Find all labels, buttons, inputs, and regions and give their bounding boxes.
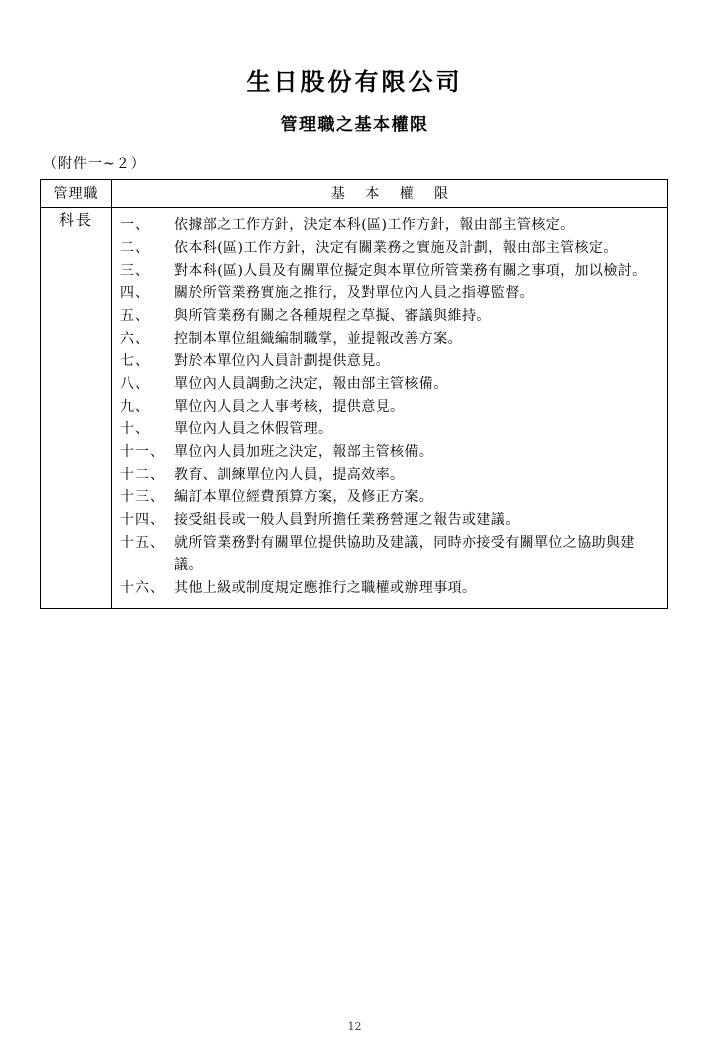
permission-item	[120, 532, 659, 577]
permission-item-number: 二、	[120, 239, 150, 256]
permission-item-number: 七、	[120, 353, 150, 370]
attachment-note: （附件一~２）	[43, 156, 146, 173]
column-header-permissions: 基 本 權 限	[112, 180, 668, 208]
permission-item	[120, 464, 659, 487]
table-row	[41, 208, 668, 608]
permission-item	[120, 237, 659, 260]
permission-item-text: 對本科(區)人員及有關單位擬定與本單位所管業務有關之事項，加以檢討。	[174, 262, 647, 279]
permission-item-number: 八、	[120, 375, 150, 392]
permission-item-text: 接受組長或一般人員對所擔任業務營運之報告或建議。	[174, 511, 520, 528]
permission-item-number: 十、	[120, 421, 150, 438]
permission-item	[120, 328, 659, 351]
permission-item	[120, 282, 659, 305]
permission-item-number: 一、	[120, 217, 150, 234]
permission-item-text: 與所管業務有關之各種規程之草擬、審議與維持。	[174, 307, 491, 324]
permission-item-text: 關於所管業務實施之推行，及對單位內人員之指導監督。	[174, 285, 534, 302]
company-title: 生日股份有限公司	[246, 67, 463, 96]
permission-item	[120, 418, 659, 441]
permission-item-text: 依本科(區)工作方針，決定有關業務之實施及計劃，報由部主管核定。	[174, 239, 618, 256]
column-header-role: 管理職	[41, 180, 112, 208]
permission-item	[120, 305, 659, 328]
permission-item-text: 教育、訓練單位內人員，提高效率。	[174, 466, 405, 483]
permission-item-text: 單位內人員之人事考核，提供意見。	[174, 398, 405, 415]
permission-item-number: 十五、	[120, 534, 165, 551]
permission-item	[120, 509, 659, 532]
permission-item-text: 單位內人員加班之決定，報部主管核備。	[174, 443, 434, 460]
permission-item-text: 對於本單位內人員計劃提供意見。	[174, 353, 390, 370]
document-subtitle: 管理職之基本權限	[280, 114, 429, 135]
permission-item	[120, 577, 659, 600]
permission-item-text: 就所管業務對有關單位提供協助及建議，同時亦接受有關單位之協助與建議。	[174, 534, 635, 574]
permission-item	[120, 214, 659, 237]
permission-item-text: 其他上級或制度規定應推行之職權或辦理事項。	[174, 579, 477, 596]
permission-item-text: 編訂本單位經費預算方案，及修正方案。	[174, 489, 434, 506]
permission-item-number: 五、	[120, 307, 150, 324]
permission-item-number: 十二、	[120, 466, 165, 483]
permission-item-number: 十六、	[120, 579, 165, 596]
permission-item	[120, 373, 659, 396]
permissions-table	[40, 179, 668, 608]
permission-item-number: 十三、	[120, 489, 165, 506]
role-label: 科長	[41, 208, 112, 608]
permission-item-number: 四、	[120, 285, 150, 302]
table-header-row	[41, 180, 668, 208]
permission-item-text: 依據部之工作方針，決定本科(區)工作方針，報由部主管核定。	[174, 217, 575, 234]
permission-item-number: 六、	[120, 330, 150, 347]
permission-item	[120, 260, 659, 283]
permission-item-number: 十一、	[120, 443, 165, 460]
document-page	[0, 68, 709, 1063]
permission-item-text: 控制本單位組織編制職掌，並提報改善方案。	[174, 330, 462, 347]
permission-item	[120, 486, 659, 509]
page-number: 12	[347, 1020, 362, 1033]
permission-item	[120, 350, 659, 373]
permission-item-number: 九、	[120, 398, 150, 415]
permission-item	[120, 396, 659, 419]
permissions-cell	[112, 208, 668, 608]
permission-item-number: 十四、	[120, 511, 165, 528]
permission-item	[120, 441, 659, 464]
permission-item-text: 單位內人員調動之決定，報由部主管核備。	[174, 375, 448, 392]
permission-item-list	[120, 214, 659, 599]
permission-item-text: 單位內人員之休假管理。	[174, 421, 333, 438]
permission-item-number: 三、	[120, 262, 150, 279]
